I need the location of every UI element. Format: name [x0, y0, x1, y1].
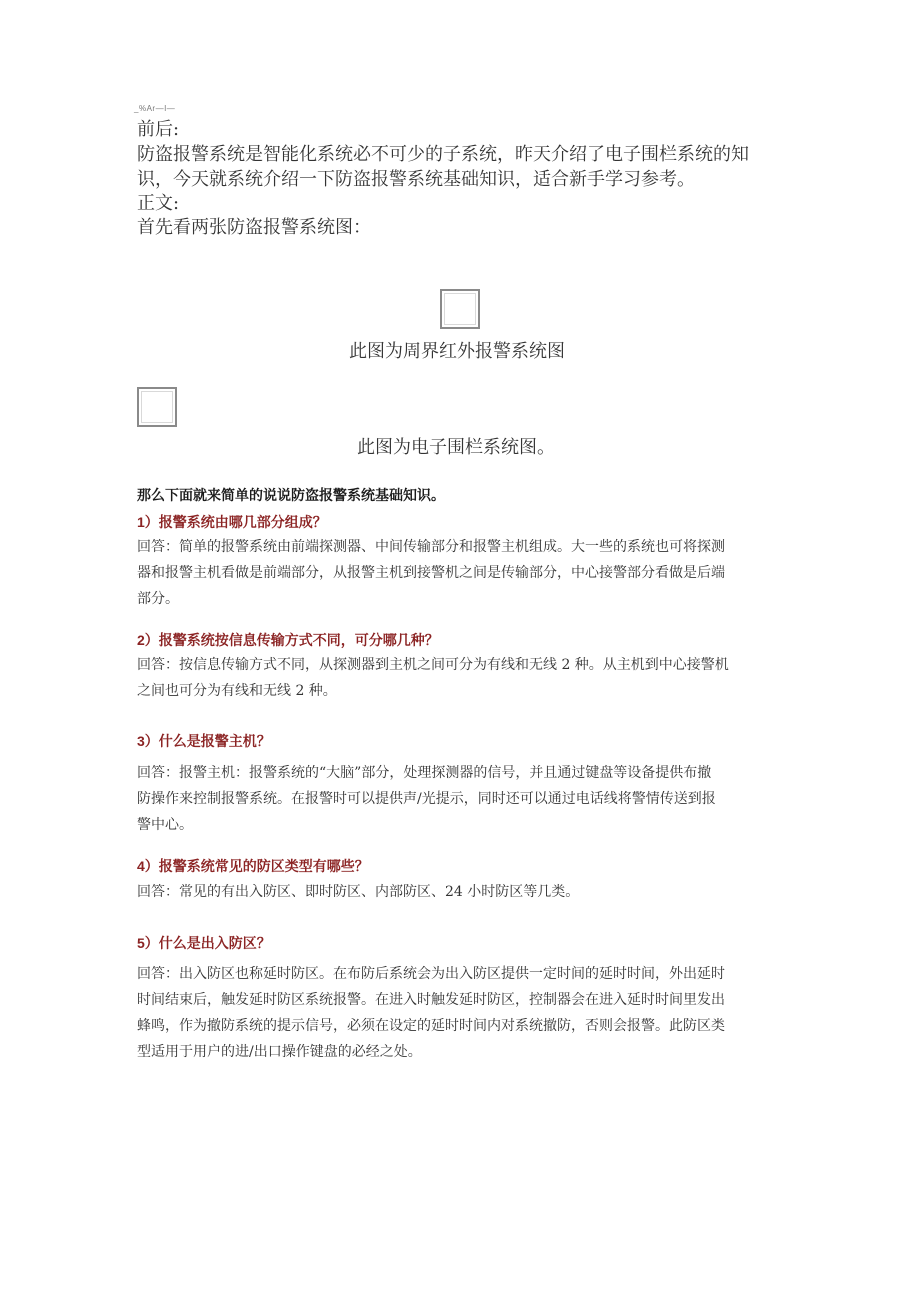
- answer-4: [137, 879, 787, 905]
- intro-see-two-figures: 首先看两张防盗报警系统图：: [137, 217, 371, 238]
- broken-image-icon: [440, 289, 480, 329]
- answer-1: [137, 534, 787, 612]
- answer-line: 回答：报警主机：报警系统的“大脑”部分，处理探测器的信号，并且通过键盘等设备提供布撤: [137, 765, 712, 781]
- figure-2-caption: 此图为电子围栏系统图。: [357, 437, 555, 458]
- answer-line: 回答：出入防区也称延时防区。在布防后系统会为出入防区提供一定时间的延时时间，外出延时: [137, 966, 725, 982]
- answer-line: 型适用于用户的进/出口操作键盘的必经之处。: [137, 1044, 422, 1060]
- answer-line: 时间结束后，触发延时防区系统报警。在进入时触发延时防区，控制器会在进入延时时间里发出: [137, 992, 725, 1008]
- intro-paragraph-line-1: 防盗报警系统是智能化系统必不可少的子系统，昨天介绍了电子围栏系统的知: [137, 144, 749, 165]
- question-1: 1）报警系统由哪几部分组成？: [137, 514, 327, 530]
- answer-5: [137, 961, 787, 1065]
- intro-label-before: 前后:: [137, 119, 180, 140]
- question-2: 2）报警系统按信息传输方式不同，可分哪几种？: [137, 632, 439, 648]
- answer-2: [137, 652, 787, 704]
- answer-line: 之间也可分为有线和无线 2 种。: [137, 683, 337, 699]
- intro-paragraph-line-2: 识，今天就系统介绍一下防盗报警系统基础知识，适合新手学习参考。: [137, 169, 695, 190]
- answer-line: 防操作来控制报警系统。在报警时可以提供声/光提示，同时还可以通过电话线将警情传送到报: [137, 791, 716, 807]
- answer-3: [137, 760, 787, 838]
- broken-image-icon: [137, 387, 177, 427]
- question-5: 5）什么是出入防区？: [137, 935, 271, 951]
- answer-line: 警中心。: [137, 817, 193, 833]
- question-4: 4）报警系统常见的防区类型有哪些？: [137, 858, 369, 874]
- answer-line: 回答：简单的报警系统由前端探测器、中间传输部分和报警主机组成。大一些的系统也可将探测: [137, 539, 725, 555]
- answer-line: 蜂鸣，作为撤防系统的提示信号，必须在设定的延时时间内对系统撤防，否则会报警。此防区类: [137, 1018, 725, 1034]
- question-3: 3）什么是报警主机？: [137, 733, 271, 749]
- answer-line: 回答：按信息传输方式不同，从探测器到主机之间可分为有线和无线 2 种。从主机到中心接警机: [137, 657, 729, 673]
- answer-line: 回答：常见的有出入防区、即时防区、内部防区、24 小时防区等几类。: [137, 884, 580, 900]
- header-mark: _%Ar—I—: [134, 104, 176, 113]
- answer-line: 器和报警主机看做是前端部分，从报警主机到接警机之间是传输部分，中心接警部分看做是后端: [137, 565, 725, 581]
- lead-sentence: 那么下面就来简单的说说防盗报警系统基础知识。: [137, 487, 445, 503]
- intro-label-body: 正文:: [137, 193, 180, 214]
- answer-line: 部分。: [137, 591, 179, 607]
- figure-1-caption: 此图为周界红外报警系统图: [349, 341, 565, 362]
